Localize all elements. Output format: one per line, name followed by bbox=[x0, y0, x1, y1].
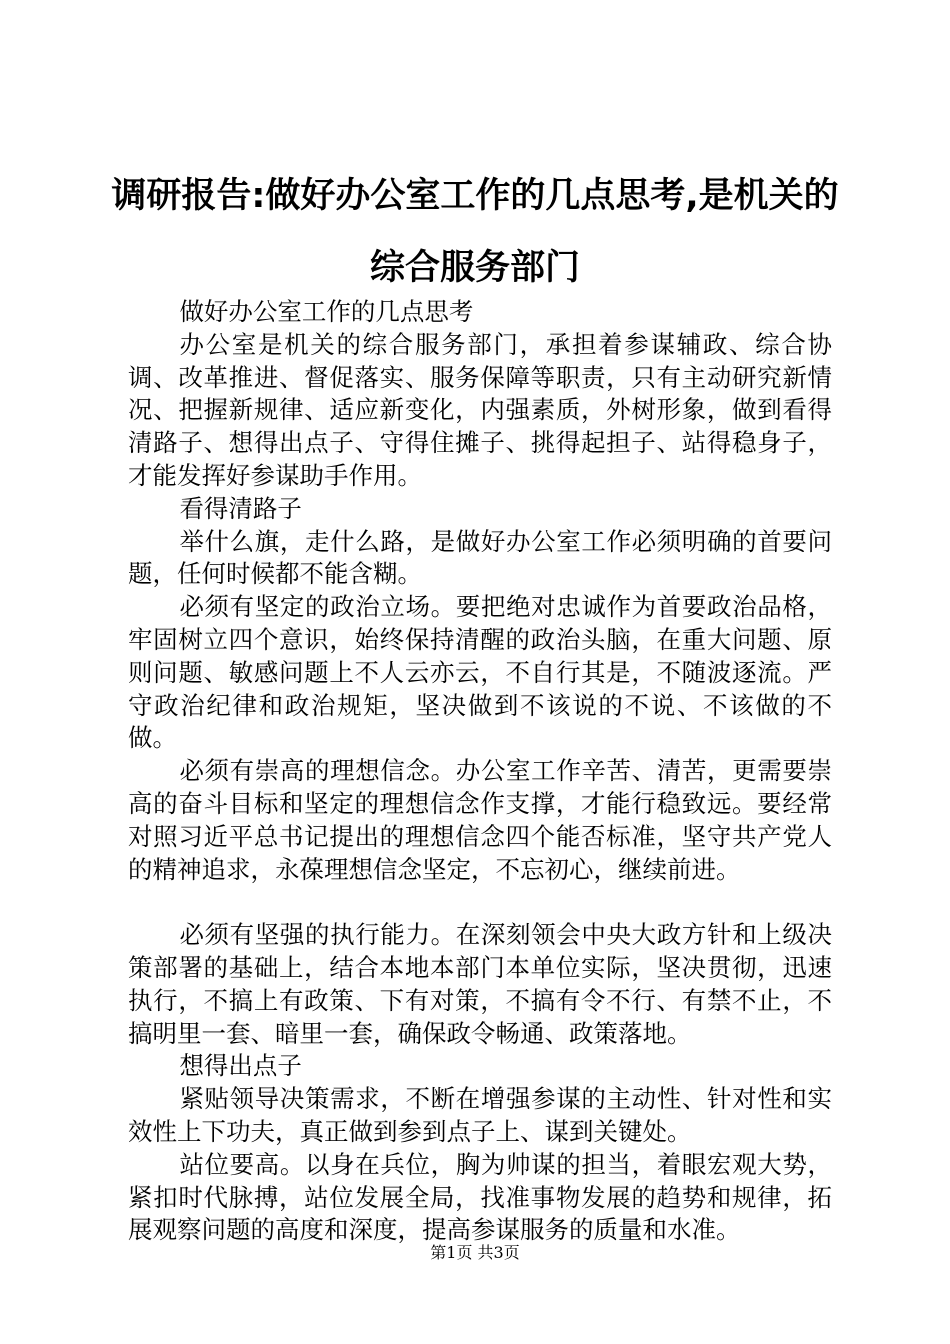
page-number-footer: 第1页 共3页 bbox=[430, 1243, 520, 1262]
paragraph: 必须有坚强的执行能力。在深刻领会中央大政方针和上级决策部署的基础上，结合本地本部门本单位实际，坚决贯彻，迅速执行，不搞上有政策、下有对策，不搞有令不行、有禁不止，不搞明里一套、暗里一套，确保政令畅通、政策落地。 bbox=[128, 920, 832, 1048]
paragraph: 办公室是机关的综合服务部门，承担着参谋辅政、综合协调、改革推进、督促落实、服务保障等职责，只有主动研究新情况、把握新规律、适应新变化，内强素质，外树形象，做到看得清路子、想得出点子、守得住摊子、挑得起担子、站得稳身子，才能发挥好参谋助手作用。 bbox=[128, 329, 832, 490]
section-heading: 想得出点子 bbox=[179, 1051, 302, 1081]
blank-line bbox=[128, 886, 832, 919]
paragraph: 必须有崇高的理想信念。办公室工作辛苦、清苦，更需要崇高的奋斗目标和坚定的理想信念作支撑，才能行稳致远。要经常对照习近平总书记提出的理想信念四个能否标准，坚守共产党人的精神追求，永葆理想信念坚定，不忘初心，继续前进。 bbox=[128, 756, 832, 884]
paragraph: 紧贴领导决策需求，不断在增强参谋的主动性、针对性和实效性上下功夫，真正做到参到点子上、谋到关键处。 bbox=[128, 1084, 832, 1146]
section-heading: 看得清路子 bbox=[179, 493, 302, 523]
paragraph: 举什么旗，走什么路，是做好办公室工作必须明确的首要问题，任何时候都不能含糊。 bbox=[128, 526, 832, 589]
paragraph: 站位要高。以身在兵位，胸为帅谋的担当，着眼宏观大势，紧扣时代脉搏，站位发展全局，找准事物发展的趋势和规律，拓展观察问题的高度和深度，提高参谋服务的质量和水准。 bbox=[128, 1149, 832, 1245]
document-body bbox=[128, 296, 832, 1247]
paragraph: 必须有坚定的政治立场。要把绝对忠诚作为首要政治品格，牢固树立四个意识，始终保持清醒的政治头脑，在重大问题、原则问题、敏感问题上不人云亦云，不自行其是，不随波逐流。严守政治纪律和政治规矩，坚决做到不该说的不说、不该做的不做。 bbox=[128, 592, 832, 753]
section-heading-intro: 做好办公室工作的几点思考 bbox=[179, 297, 474, 326]
document-title: 调研报告:做好办公室工作的几点思考,是机关的综合服务部门 bbox=[111, 176, 839, 288]
